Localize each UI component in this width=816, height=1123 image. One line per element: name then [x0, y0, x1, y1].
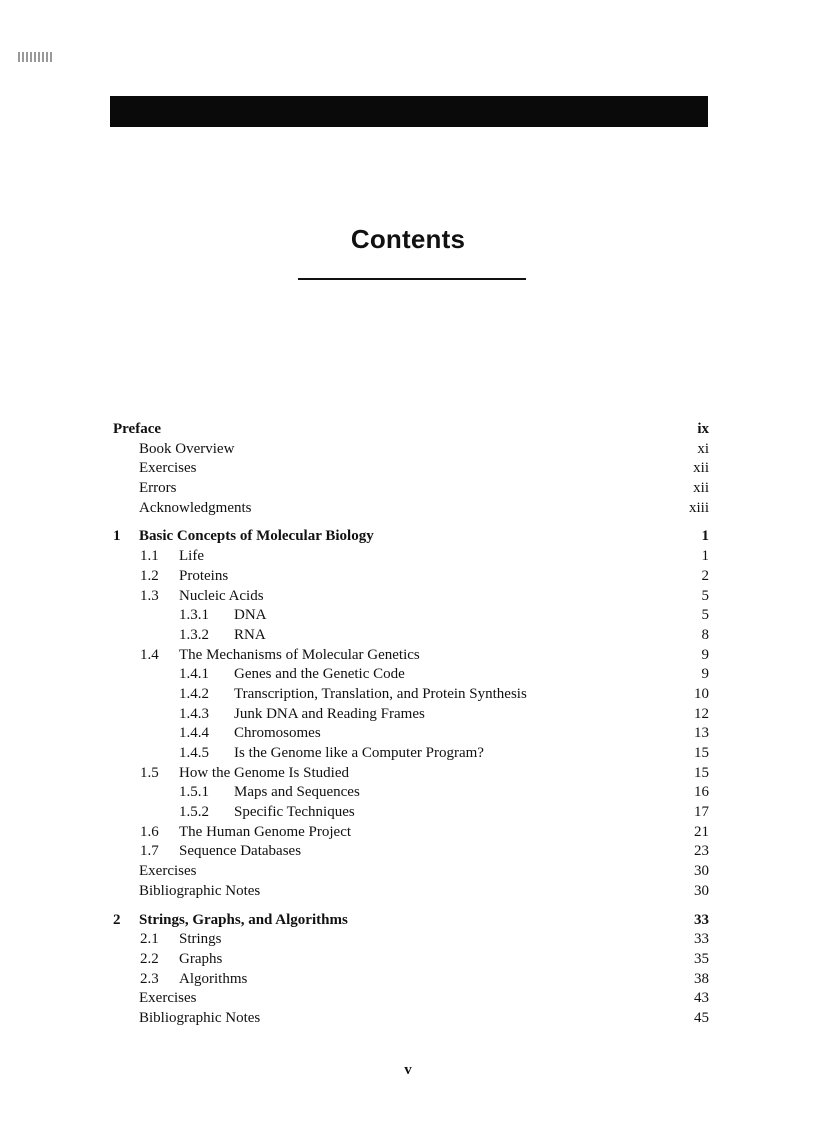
table-of-contents	[113, 420, 712, 1029]
toc-entry-sub	[113, 705, 712, 725]
toc-title: Life	[179, 548, 204, 565]
scan-artifact	[18, 52, 54, 62]
toc-page-number: xii	[693, 460, 709, 477]
toc-entry-item	[113, 862, 712, 882]
toc-page-number: 21	[694, 823, 709, 840]
toc-entry-sub	[113, 783, 712, 803]
toc-page-number: 15	[694, 745, 709, 761]
page-title: Contents	[350, 224, 466, 254]
toc-page-number: 38	[694, 970, 709, 987]
toc-number: 1.5	[140, 764, 159, 781]
toc-entry-sub	[113, 803, 712, 823]
toc-page-number: 1	[701, 528, 709, 545]
toc-title: Book Overview	[139, 440, 235, 457]
toc-title: Junk DNA and Reading Frames	[234, 705, 425, 722]
toc-page-number: 2	[701, 567, 709, 584]
title-underline	[298, 278, 526, 280]
toc-page-number: 33	[694, 911, 709, 928]
toc-entry-chapter	[113, 527, 712, 547]
toc-title: Graphs	[179, 950, 223, 967]
toc-entry-sub	[113, 685, 712, 705]
toc-number: 1.2	[140, 567, 159, 584]
toc-page-number: ix	[697, 421, 709, 437]
toc-page-number: 9	[701, 646, 709, 663]
toc-number: 1.4.1	[179, 666, 209, 683]
toc-page-number: 43	[694, 990, 709, 1007]
toc-number: 1.5.2	[179, 804, 209, 821]
toc-title: Is the Genome like a Computer Program?	[234, 745, 484, 761]
toc-entry-sec	[113, 587, 712, 607]
toc-title: Bibliographic Notes	[139, 1009, 261, 1026]
toc-page-number: xi	[697, 440, 709, 457]
toc-title: Bibliographic Notes	[139, 882, 261, 899]
toc-entry-item	[113, 882, 712, 902]
toc-page-number: 23	[694, 843, 709, 860]
toc-page-number: 33	[694, 931, 709, 948]
toc-entry-sub	[113, 606, 712, 626]
toc-number: 1.4.3	[179, 705, 209, 722]
toc-page-number: xiii	[688, 499, 709, 516]
toc-entry-sub	[113, 626, 712, 646]
toc-entry-sub	[113, 744, 712, 764]
toc-entry-item	[113, 479, 712, 499]
toc-entry-sec	[113, 823, 712, 843]
toc-number: 1.4.4	[179, 725, 209, 742]
toc-title: The Human Genome Project	[179, 823, 352, 840]
toc-title: Transcription, Translation, and Protein Synthesis	[234, 685, 527, 702]
toc-page-number: 30	[694, 882, 709, 899]
toc-entry-item	[113, 989, 712, 1009]
toc-title: The Mechanisms of Molecular Genetics	[179, 646, 420, 663]
toc-number: 1.5.1	[179, 784, 209, 801]
toc-page-number: xii	[693, 480, 709, 497]
toc-number: 2	[113, 911, 121, 928]
toc-number: 1.3.2	[179, 626, 209, 643]
toc-entry-chapter	[113, 911, 712, 931]
toc-entry-item	[113, 1009, 712, 1029]
toc-page-number: 13	[694, 725, 709, 742]
toc-title: Acknowledgments	[139, 499, 252, 516]
toc-title: Specific Techniques	[234, 804, 355, 821]
toc-entry-sec	[113, 646, 712, 666]
toc-title: Chromosomes	[234, 725, 321, 742]
toc-title: How the Genome Is Studied	[179, 764, 349, 781]
toc-page-number: 8	[701, 626, 709, 643]
toc-title: Algorithms	[179, 970, 248, 987]
toc-title: DNA	[234, 607, 267, 624]
toc-title: Sequence Databases	[179, 843, 302, 860]
toc-entry-item	[113, 459, 712, 479]
toc-entry-item	[113, 440, 712, 460]
toc-title: Basic Concepts of Molecular Biology	[139, 528, 374, 545]
toc-entry-sec	[113, 930, 712, 950]
toc-title: Preface	[113, 421, 162, 437]
toc-title: Maps and Sequences	[234, 784, 360, 801]
toc-entry-sec	[113, 842, 712, 862]
toc-number: 1.3	[140, 587, 159, 604]
toc-page-number: 9	[701, 666, 709, 683]
toc-entry-sec	[113, 567, 712, 587]
toc-entry-sec	[113, 970, 712, 990]
toc-entry-sec	[113, 547, 712, 567]
toc-page-number: 1	[701, 548, 709, 565]
toc-entry-heading	[113, 420, 712, 440]
toc-number: 1.4.2	[179, 685, 209, 702]
toc-page-number: 17	[694, 804, 709, 821]
toc-title: Exercises	[139, 990, 197, 1007]
toc-page-number: 15	[694, 764, 709, 781]
toc-number: 1	[113, 528, 121, 545]
toc-title: Errors	[139, 480, 177, 497]
toc-page-number: 5	[701, 587, 709, 604]
toc-page-number: 12	[694, 705, 709, 722]
toc-entry-sub	[113, 665, 712, 685]
toc-entry-sub	[113, 724, 712, 744]
toc-page-number: 5	[701, 607, 709, 624]
toc-number: 1.1	[140, 548, 159, 565]
toc-entry-item	[113, 499, 712, 519]
toc-number: 1.6	[140, 823, 159, 840]
toc-title: Proteins	[179, 567, 229, 584]
toc-title: Genes and the Genetic Code	[234, 666, 405, 683]
toc-title: Exercises	[139, 460, 197, 477]
toc-entry-sec	[113, 764, 712, 784]
header-bar	[110, 96, 708, 127]
toc-title: RNA	[234, 626, 266, 643]
toc-number: 1.4.5	[179, 745, 209, 761]
toc-number: 2.1	[140, 931, 159, 948]
toc-page-number: 30	[694, 863, 709, 880]
toc-entry-sec	[113, 950, 712, 970]
toc-page-number: 10	[694, 685, 709, 702]
toc-title: Exercises	[139, 863, 197, 880]
toc-number: 2.2	[140, 950, 159, 967]
toc-page-number: 45	[694, 1009, 709, 1026]
toc-number: 1.7	[140, 843, 159, 860]
toc-number: 1.3.1	[179, 607, 209, 624]
toc-page-number: 35	[694, 950, 709, 967]
toc-title: Strings	[179, 931, 222, 948]
page-number: v	[404, 1062, 412, 1078]
toc-title: Nucleic Acids	[179, 587, 264, 604]
toc-page-number: 16	[694, 784, 709, 801]
toc-number: 1.4	[140, 646, 159, 663]
toc-number: 2.3	[140, 970, 159, 987]
toc-title: Strings, Graphs, and Algorithms	[139, 911, 348, 928]
